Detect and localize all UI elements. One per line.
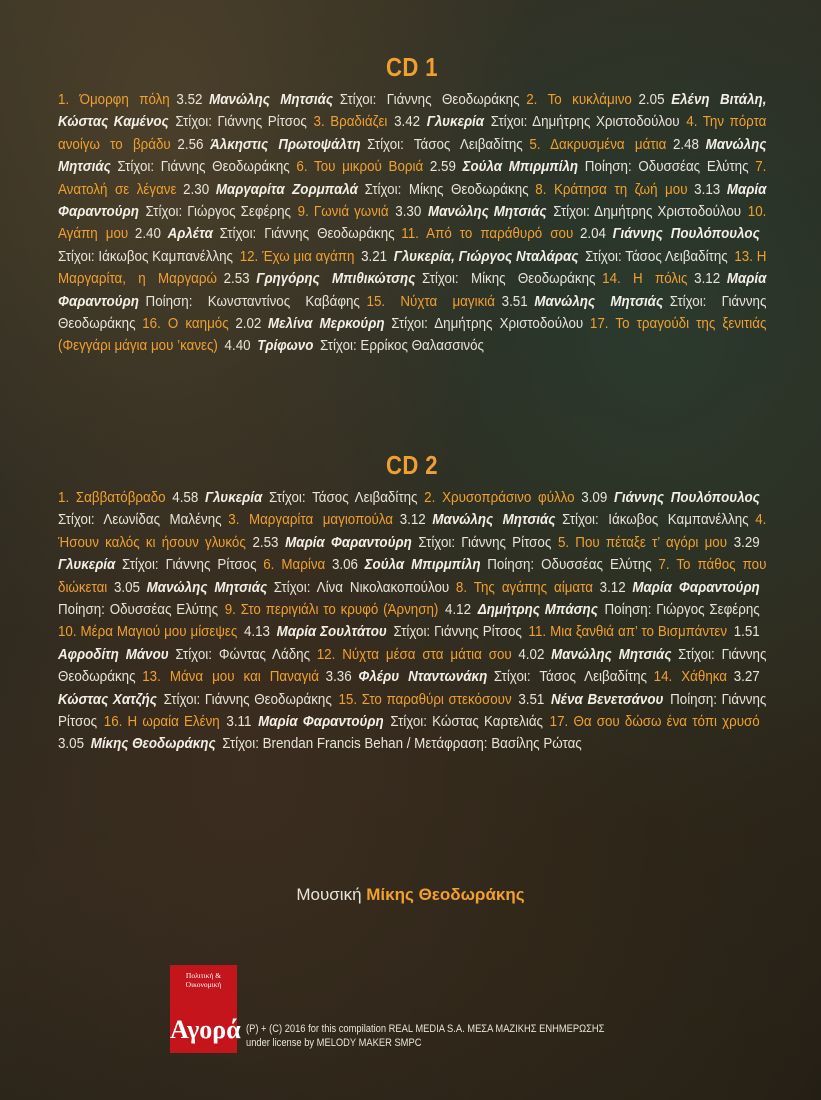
track-item bbox=[58, 489, 424, 506]
track-artist: Γλυκερία bbox=[426, 113, 485, 131]
track-title: 10. Μέρα Μαγιού μου μίσεψες bbox=[58, 623, 238, 641]
track-title: 5. Που πέταξε τ’ αγόρι μου bbox=[557, 533, 728, 551]
track-artist: Σούλα Μπιρμπίλη bbox=[364, 556, 481, 574]
track-duration: 4.13 bbox=[243, 623, 270, 641]
track-title: 1. Όμορφη πόλη bbox=[58, 91, 170, 108]
track-artist: Γιάννης Πουλόπουλος bbox=[612, 225, 760, 243]
track-title: 17. Το τραγούδι της ξενιτιάς (Φεγγάρι μάγια μου ’κανες) bbox=[58, 315, 767, 355]
track-duration: 3.30 bbox=[395, 203, 422, 221]
track-credit: Στίχοι: Φώντας Λάδης bbox=[175, 645, 311, 663]
music-credit bbox=[0, 885, 821, 905]
track-duration: 2.30 bbox=[183, 180, 210, 198]
track-credit: Στίχοι: Γιάννης Ρίτσος bbox=[175, 113, 307, 131]
track-artist: Γλυκερία bbox=[58, 556, 116, 574]
cd1-heading: CD 1 bbox=[385, 52, 439, 82]
track-credit: Στίχοι: Τάσος Λειβαδίτης bbox=[585, 247, 728, 265]
track-duration: 2.53 bbox=[252, 533, 279, 551]
copyright-line-2: under license by MELODY MAKER SMPC bbox=[246, 1037, 422, 1049]
track-duration: 3.12 bbox=[599, 578, 626, 596]
cd2-section bbox=[58, 450, 766, 756]
track-title: 1. Σαββατόβραδο bbox=[58, 489, 166, 506]
track-title: 10. Αγάπη μου bbox=[58, 203, 767, 243]
track-credit: Ποίηση: Οδυσσέας Ελύτης bbox=[487, 556, 652, 574]
track-title: 16. Ο καημός bbox=[142, 315, 229, 333]
track-artist: Τρίφωνο bbox=[257, 337, 314, 355]
track-artist: Μανώλης Μητσιάς bbox=[209, 91, 334, 108]
track-duration: 3.36 bbox=[325, 668, 352, 686]
track-title: 2. Το κυκλάμινο bbox=[526, 91, 632, 108]
track-duration: 3.05 bbox=[58, 735, 85, 753]
track-duration: 3.29 bbox=[733, 533, 760, 551]
track-title: 16. Η ωραία Ελένη bbox=[103, 713, 220, 731]
track-artist: Μανώλης Μητσιάς bbox=[146, 578, 268, 596]
track-credit: Στίχοι: Brendan Francis Behan / Μετάφραση: Βασίλης Ρώτας bbox=[222, 735, 582, 753]
track-title: 12. Νύχτα μέσα στα μάτια σου bbox=[316, 645, 512, 663]
track-credit: Στίχοι: Μίκης Θεοδωράκης bbox=[364, 180, 529, 198]
track-item bbox=[296, 158, 755, 175]
track-item bbox=[142, 315, 590, 332]
track-duration: 3.06 bbox=[331, 556, 358, 574]
track-credit: Στίχοι: Γιάννης Θεοδωράκης bbox=[163, 690, 332, 708]
track-duration: 2.05 bbox=[638, 91, 665, 108]
track-title: 12. Έχω μια αγάπη bbox=[239, 247, 355, 265]
track-credit: Ποίηση: Γιώργος Σεφέρης bbox=[604, 601, 760, 619]
track-title: 4. Την πόρτα ανοίγω το βράδυ bbox=[58, 113, 767, 153]
track-item bbox=[58, 623, 529, 640]
track-artist: Μίκης Θεοδωράκης bbox=[90, 735, 216, 753]
track-artist: Μαρία Φαραντούρη bbox=[58, 270, 767, 310]
agora-logo bbox=[170, 965, 241, 1053]
track-title: 6. Μαρίνα bbox=[263, 556, 326, 574]
track-title: 13. Η Μαργαρίτα, η Μαργαρώ bbox=[58, 247, 767, 288]
track-artist: Γρηγόρης Μπιθικώτσης bbox=[256, 270, 416, 288]
track-title: 14. Η πόλις bbox=[602, 270, 688, 288]
track-duration: 2.53 bbox=[223, 270, 250, 288]
track-credit: Στίχοι: Μίκης Θεοδωράκης bbox=[422, 270, 596, 288]
music-label: Μουσική bbox=[296, 885, 362, 904]
track-credit: Ποίηση: Οδυσσέας Ελύτης bbox=[58, 601, 219, 619]
track-artist: Μαρία Φαραντούρη bbox=[58, 180, 767, 221]
track-credit: Ποίηση: Οδυσσέας Ελύτης bbox=[584, 158, 749, 176]
track-artist: Γιάννης Πουλόπουλος bbox=[613, 489, 760, 506]
track-item bbox=[104, 713, 550, 730]
cd2-heading: CD 2 bbox=[385, 450, 439, 480]
track-credit: Ποίηση: Κωνσταντίνος Καβάφης bbox=[145, 292, 360, 310]
track-item bbox=[298, 203, 748, 220]
track-artist: Αρλέτα bbox=[167, 225, 213, 243]
track-duration: 2.56 bbox=[177, 135, 204, 153]
track-credit: Στίχοι: Γιάννης Θεοδωράκης bbox=[58, 292, 767, 333]
track-duration: 3.05 bbox=[113, 578, 140, 596]
track-title: 7. Ανατολή σε λέγανε bbox=[58, 158, 767, 198]
track-duration: 3.51 bbox=[501, 292, 528, 310]
track-credit: Στίχοι: Ιάκωβος Καμπανέλλης bbox=[58, 247, 234, 265]
track-title: 8. Κράτησα τη ζωή μου bbox=[535, 180, 688, 198]
track-item bbox=[142, 668, 653, 685]
track-duration: 4.02 bbox=[518, 645, 545, 663]
copyright-notice bbox=[246, 1022, 722, 1050]
track-credit: Στίχοι: Γιάννης Θεοδωράκης bbox=[117, 158, 290, 176]
track-title: 7. Το πάθος που διώκεται bbox=[58, 556, 767, 596]
track-title: 15. Νύχτα μαγικιά bbox=[366, 292, 495, 310]
track-artist: Άλκηστις Πρωτοψάλτη bbox=[210, 135, 361, 153]
track-artist: Φλέρυ Νταντωνάκη bbox=[358, 668, 488, 686]
track-artist: Γλυκερία bbox=[204, 489, 263, 506]
cd2-tracklist bbox=[58, 487, 766, 756]
track-duration: 3.09 bbox=[581, 489, 608, 506]
track-title: 17. Θα σου δώσω ένα τόπι χρυσό bbox=[549, 713, 760, 731]
track-artist: Μανώλης Μητσιάς bbox=[432, 511, 556, 529]
track-duration: 2.02 bbox=[235, 315, 262, 333]
track-duration: 3.21 bbox=[361, 247, 388, 265]
track-duration: 3.12 bbox=[694, 270, 721, 288]
track-item bbox=[228, 511, 755, 528]
track-credit: Στίχοι: Ερρίκος Θαλασσινός bbox=[320, 337, 484, 355]
track-title: 4. Ήσουν καλός κι ήσουν γλυκός bbox=[58, 511, 767, 551]
track-artist: Μανώλης Μητσιάς bbox=[551, 645, 672, 663]
track-title: 13. Μάνα μου και Παναγιά bbox=[142, 668, 319, 686]
cd1-section bbox=[58, 52, 766, 358]
copyright-line-1: (P) + (C) 2016 for this compilation REAL MEDIA S.A. ΜΕΣΑ ΜΑΖΙΚΗΣ ΕΝΗΜΕΡΩΣΗΣ bbox=[246, 1023, 605, 1035]
track-artist: Ελένη Βιτάλη, Κώστας Καμένος bbox=[58, 91, 767, 131]
track-title: 11. Μια ξανθιά απ’ το Βισμπάντεν bbox=[528, 623, 728, 641]
track-artist: Σούλα Μπιρμπίλη bbox=[462, 158, 579, 176]
track-duration: 4.12 bbox=[445, 601, 472, 619]
track-duration: 3.52 bbox=[176, 91, 203, 108]
track-duration: 3.13 bbox=[694, 180, 721, 198]
track-artist: Κώστας Χατζής bbox=[58, 690, 157, 708]
cd1-tracklist bbox=[58, 89, 766, 358]
track-duration: 3.51 bbox=[518, 690, 545, 708]
track-credit: Στίχοι: Κώστας Καρτελιάς bbox=[390, 713, 544, 731]
track-duration: 2.40 bbox=[134, 225, 161, 243]
track-item bbox=[225, 601, 767, 618]
track-credit: Στίχοι: Λίνα Νικολακοπούλου bbox=[273, 578, 450, 596]
track-duration: 1.51 bbox=[733, 623, 760, 641]
track-title: 3. Μαργαρίτα μαγιοπούλα bbox=[228, 511, 394, 529]
track-credit: Στίχοι: Γιάννης Ρίτσος bbox=[121, 556, 257, 574]
track-duration: 3.11 bbox=[226, 713, 252, 731]
track-credit: Στίχοι: Τάσος Λειβαδίτης bbox=[493, 668, 647, 686]
track-credit: Στίχοι: Γιώργος Σεφέρης bbox=[145, 203, 291, 221]
track-credit: Στίχοι: Τάσος Λειβαδίτης bbox=[268, 489, 418, 506]
track-credit: Στίχοι: Δημήτρης Χριστοδούλου bbox=[490, 113, 680, 131]
track-item bbox=[240, 248, 735, 265]
track-credit: Στίχοι: Γιάννης Ρίτσος bbox=[393, 623, 522, 641]
track-title: 9. Στο περιγιάλι το κρυφό (Άρνηση) bbox=[224, 601, 439, 619]
track-artist: Μανώλης Μητσιάς bbox=[427, 203, 547, 221]
track-item bbox=[314, 113, 687, 130]
track-artist: Μανώλης Μητσιάς bbox=[534, 292, 664, 310]
track-artist: Μαρία Φαραντούρη bbox=[632, 578, 760, 596]
track-artist: Αφροδίτη Μάνου bbox=[58, 645, 169, 663]
logo-title: Αγορά bbox=[170, 1015, 241, 1044]
track-title: 5. Δακρυσμένα μάτια bbox=[529, 135, 667, 153]
track-item bbox=[58, 91, 526, 108]
track-artist: Γλυκερία, Γιώργος Νταλάρας bbox=[393, 247, 579, 265]
track-artist: Μαρία Σουλτάτου bbox=[276, 623, 387, 641]
track-artist: Νένα Βενετσάνου bbox=[551, 690, 664, 708]
track-title: 2. Χρυσοπράσινο φύλλο bbox=[424, 489, 575, 506]
track-artist: Μαρία Φαραντούρη bbox=[258, 713, 384, 731]
track-artist: Μανώλης Μητσιάς bbox=[58, 135, 767, 176]
track-credit: Στίχοι: Λεωνίδας Μαλένης bbox=[58, 511, 222, 529]
track-credit: Στίχοι: Γιάννης Θεοδωράκης bbox=[339, 91, 520, 108]
track-duration: 2.59 bbox=[429, 158, 456, 176]
track-duration: 3.42 bbox=[394, 113, 421, 131]
track-title: 9. Γωνιά γωνιά bbox=[297, 203, 389, 221]
track-title: 11. Από το παράθυρό σου bbox=[401, 225, 574, 243]
track-artist: Μελίνα Μερκούρη bbox=[268, 315, 385, 333]
composer-name: Μίκης Θεοδωράκης bbox=[366, 885, 525, 904]
track-credit: Στίχοι: Γιάννης Ρίτσος bbox=[418, 533, 552, 551]
track-artist: Μαρία Φαραντούρη bbox=[285, 533, 412, 551]
track-title: 8. Της αγάπης αίματα bbox=[455, 578, 593, 596]
track-credit: Ποίηση: Γιάννης Ρίτσος bbox=[58, 690, 767, 731]
track-duration: 3.12 bbox=[399, 511, 426, 529]
track-artist: Μαργαρίτα Ζορμπαλά bbox=[215, 180, 358, 198]
track-credit: Στίχοι: Γιάννης Θεοδωράκης bbox=[219, 225, 395, 243]
track-duration: 2.48 bbox=[672, 135, 699, 153]
track-title: 14. Χάθηκα bbox=[653, 668, 728, 686]
track-credit: Στίχοι: Γιάννης Θεοδωράκης bbox=[58, 645, 767, 686]
track-duration: 3.27 bbox=[733, 668, 760, 686]
track-duration: 4.40 bbox=[224, 337, 251, 355]
logo-subtitle: Πολιτική & Οικονομική bbox=[185, 971, 222, 989]
track-title: 15. Στο παραθύρι στεκόσουν bbox=[338, 690, 512, 708]
track-duration: 4.58 bbox=[172, 489, 199, 506]
track-title: 3. Βραδιάζει bbox=[313, 113, 388, 131]
track-credit: Στίχοι: Τάσος Λειβαδίτης bbox=[367, 135, 523, 153]
track-item bbox=[263, 556, 658, 573]
track-credit: Στίχοι: Δημήτρης Χριστοδούλου bbox=[391, 315, 584, 333]
track-credit: Στίχοι: Δημήτρης Χριστοδούλου bbox=[553, 203, 742, 221]
track-title: 6. Του μικρού Βοριά bbox=[296, 158, 424, 176]
track-credit: Στίχοι: Ιάκωβος Καμπανέλλης bbox=[562, 511, 749, 529]
track-duration: 2.04 bbox=[579, 225, 606, 243]
track-artist: Δημήτρης Μπάσης bbox=[477, 601, 598, 619]
